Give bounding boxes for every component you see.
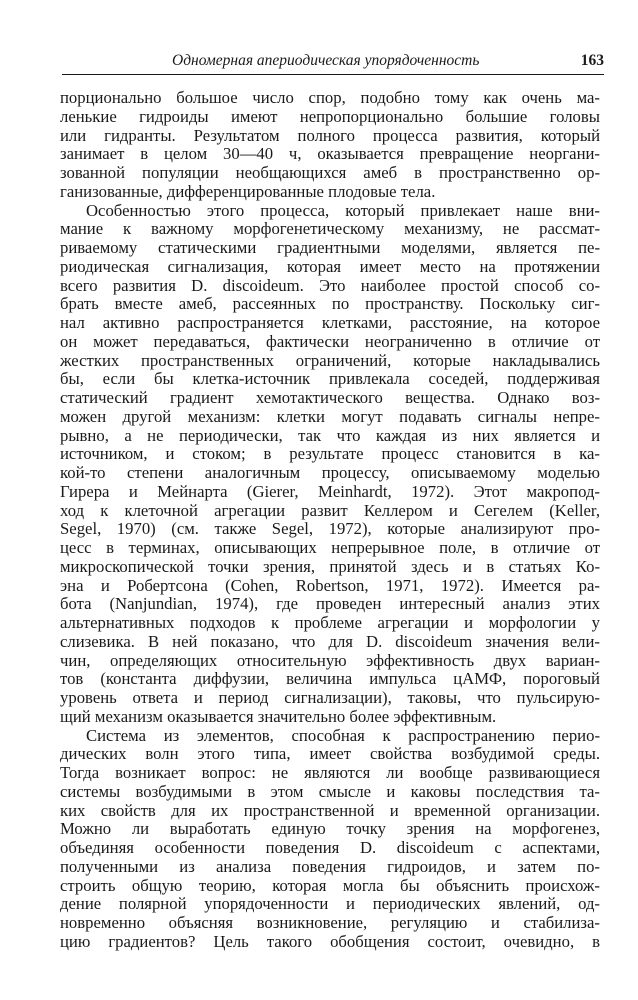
- text-line: он может передаваться, фактически неограниченно в отличие от: [60, 331, 600, 351]
- text-line: дение полярной упорядоченности и периодических явлений, од-: [60, 894, 600, 914]
- header-rule: [62, 74, 604, 75]
- text-line: кой-то степени аналогичным процессу, описываемому моделью: [60, 463, 600, 482]
- text-line: эна и Робертсона (Cohen, Robertson, 1971, 1972). Имеется ра-: [60, 575, 600, 595]
- text-line: ких свойств для их пространственной и временной организации.: [60, 800, 600, 820]
- text-body: [60, 89, 600, 952]
- text-line: ход к клеточной агрегации развит Келлером и Сегелем (Keller,: [60, 500, 600, 520]
- text-line: новременно объясняя возникновение, регуляцию и стабилиза-: [60, 913, 600, 932]
- page-number: 163: [580, 52, 604, 69]
- text-line: системы возбудимыми в этом смысле и каковы последствия та-: [60, 781, 600, 801]
- text-line: всего развития D. discoideum. Это наиболее простой способ со-: [60, 275, 600, 295]
- text-line: альтернативных подходов к проблеме агрегации и морфологии у: [60, 613, 600, 632]
- paragraph: [60, 89, 600, 202]
- text-line: объединяя особенности поведения D. discoideum с аспектами,: [60, 838, 600, 857]
- text-line: ганизованные, дифференцированные плодовые тела.: [60, 181, 436, 201]
- text-line: ленькие гидроиды имеют непропорционально большие головы: [60, 106, 600, 126]
- paragraph: [60, 202, 600, 727]
- text-line: бота (Nanjundian, 1974), где проведен интересный анализ этих: [60, 594, 600, 614]
- text-line: риваемому статическими градиентными моделями, является пе-: [60, 238, 600, 257]
- text-line: порционально большое число спор, подобно тому как очень ма-: [60, 88, 600, 107]
- text-line: цию градиентов? Цель такого обобщения состоит, очевидно, в: [60, 931, 600, 951]
- text-line: щий механизм оказывается значительно более эффективным.: [60, 706, 497, 726]
- text-line: зованной популяции необщающихся амеб в пространственно ор-: [60, 163, 600, 182]
- text-line: рывно, а не периодически, так что каждая из них является и: [60, 425, 600, 445]
- text-line: риодическая сигнализация, которая имеет место на протяжении: [60, 256, 600, 276]
- text-line: строить общую теорию, которая могла бы объяснить происхож-: [60, 875, 600, 895]
- running-head: [62, 50, 604, 72]
- text-line: тов (константа диффузии, величина импульса цАМФ, пороговый: [60, 669, 600, 689]
- paragraph: [60, 727, 600, 952]
- text-line: источником, и стоком; в результате процесс становится в ка-: [60, 444, 600, 464]
- text-line: полученными из анализа поведения гидроидов, и затем по-: [60, 856, 600, 876]
- text-line: цесс в терминах, описывающих непрерывное поле, в отличие от: [60, 538, 600, 557]
- text-line: нал активно распространяется клетками, расстояние, на которое: [60, 313, 600, 332]
- text-line: Гирера и Мейнарта (Gierer, Meinhardt, 1972). Этот макропод-: [60, 481, 600, 501]
- text-line: Особенностью этого процесса, который привлекает наше вни-: [86, 200, 600, 220]
- text-line: статический градиент хемотактического вещества. Однако воз-: [60, 388, 600, 407]
- text-line: Можно ли выработать единую точку зрения на морфогенез,: [60, 819, 600, 839]
- text-line: жестких пространственных ограничений, которые накладывались: [60, 350, 600, 370]
- text-line: можен другой механизм: клетки могут подавать сигналы непре-: [60, 406, 600, 426]
- text-line: Segel, 1970) (см. также Segel, 1972), которые анализируют про-: [60, 519, 600, 539]
- running-title: Одномерная апериодическая упорядоченность: [172, 52, 480, 69]
- text-line: микроскопической точки зрения, принятой здесь и в статьях Ко-: [60, 556, 600, 576]
- text-line: или гидранты. Результатом полного процесса развития, который: [60, 125, 600, 145]
- text-line: уровень ответа и период сигнализации), таковы, что пульсирую-: [60, 688, 600, 707]
- text-line: брать вместе амеб, рассеянных по пространству. Поскольку сиг-: [60, 294, 600, 314]
- text-line: дических волн этого типа, имеет свойства возбудимой среды.: [60, 744, 600, 764]
- text-line: Тогда возникает вопрос: не являются ли вообще развивающиеся: [60, 763, 600, 782]
- text-line: чин, определяющих относительную эффективность двух вариан-: [60, 650, 600, 670]
- text-line: мание к важному морфогенетическому механизму, не рассмат-: [60, 219, 600, 239]
- text-line: занимает в целом 30—40 ч, оказывается превращение неоргани-: [60, 144, 600, 164]
- text-line: слизевика. В ней показано, что для D. discoideum значения вели-: [60, 631, 600, 651]
- text-line: бы, если бы клетка-источник привлекала соседей, поддерживая: [60, 369, 600, 389]
- text-line: Система из элементов, способная к распространению перио-: [86, 725, 600, 745]
